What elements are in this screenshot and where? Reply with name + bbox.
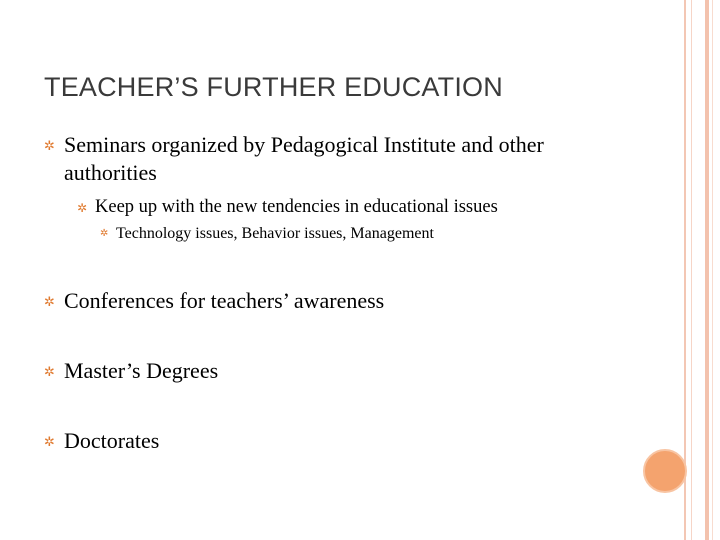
decorative-edge-line (705, 0, 709, 540)
bullet-item (44, 427, 624, 455)
bullet-text: Doctorates (64, 428, 160, 453)
gear-bullet-icon: ✲ (44, 365, 55, 380)
bullet-item (44, 357, 624, 385)
gear-bullet-icon: ✲ (44, 139, 55, 154)
decorative-edge-line (691, 0, 692, 540)
bullet-item (44, 287, 624, 315)
bullet-text: Master’s Degrees (64, 358, 219, 383)
gear-bullet-icon: ✲ (77, 201, 88, 215)
slide-title: TEACHER’S FURTHER EDUCATION (44, 72, 503, 102)
sub-sub-bullet-text: Technology issues, Behavior issues, Management (116, 225, 434, 242)
gear-bullet-icon: ✲ (100, 228, 109, 239)
sub-bullet-text: Keep up with the new tendencies in educational issues (95, 197, 498, 217)
sub-sub-bullet-item (100, 224, 434, 244)
bullet-text: Conferences for teachers’ awareness (64, 288, 385, 313)
sub-bullet-item (77, 196, 498, 219)
decorative-edge-line (684, 0, 686, 540)
gear-bullet-icon: ✲ (44, 435, 55, 450)
decorative-circle (643, 449, 687, 493)
decorative-edge-line (712, 0, 713, 540)
bullet-item (44, 131, 624, 186)
gear-bullet-icon: ✲ (44, 295, 55, 310)
bullet-text: Seminars organized by Pedagogical Institute and other authorities (64, 132, 544, 185)
